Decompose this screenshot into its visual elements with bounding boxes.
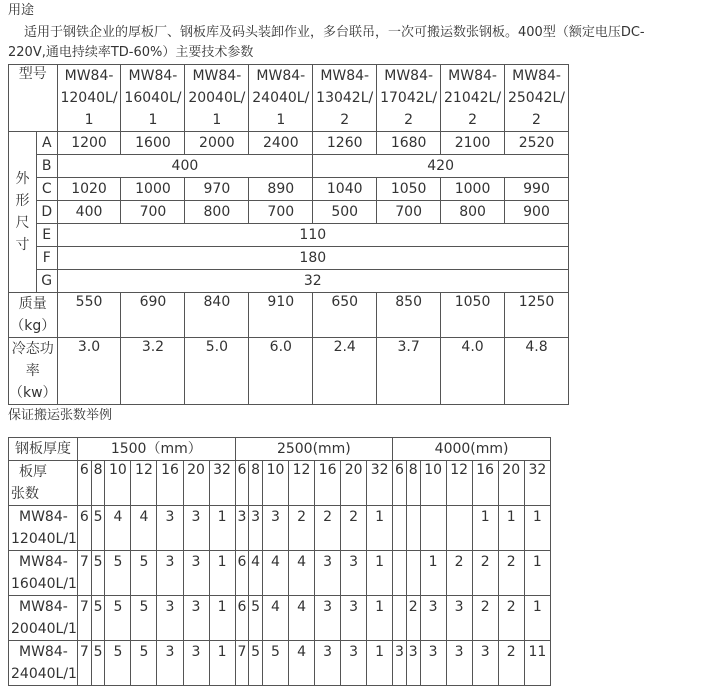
count-cell: 1 — [367, 641, 393, 686]
count-cell: 1 — [472, 506, 498, 551]
count-cell: 2 — [472, 551, 498, 596]
count-cell: 5 — [131, 641, 157, 686]
count-cell — [446, 506, 472, 551]
mass-label: 质量 （kg） — [9, 293, 58, 338]
value-cell: 400 — [57, 201, 121, 224]
count-cell: 4 — [289, 551, 315, 596]
dim-label: G — [36, 270, 57, 293]
count-cell: 11 — [524, 641, 550, 686]
count-cell: 2 — [472, 596, 498, 641]
count-cell: 4 — [289, 596, 315, 641]
power-label: 冷态功 率 （kw） — [9, 338, 58, 405]
value-cell: 2520 — [505, 132, 569, 155]
thickness-cell: 16 — [157, 461, 183, 506]
value-cell: 3.7 — [377, 338, 441, 405]
model-cell: MW84- 13042L/2 — [313, 65, 377, 132]
count-cell: 4 — [263, 596, 289, 641]
value-cell: 3.2 — [121, 338, 185, 405]
value-cell: 110 — [57, 224, 568, 247]
table-row — [9, 201, 569, 224]
count-cell: 3 — [157, 641, 183, 686]
value-cell: 1680 — [377, 132, 441, 155]
table-row — [9, 224, 569, 247]
count-cell: 1 — [209, 506, 235, 551]
value-cell: 1260 — [313, 132, 377, 155]
count-cell: 3 — [157, 596, 183, 641]
count-cell: 3 — [315, 596, 341, 641]
dim-label: C — [36, 178, 57, 201]
thickness-cell: 6 — [77, 461, 91, 506]
value-cell: 850 — [377, 293, 441, 338]
count-cell: 5 — [263, 641, 289, 686]
count-cell: 1 — [367, 506, 393, 551]
value-cell: 180 — [57, 247, 568, 270]
count-cell: 1 — [367, 596, 393, 641]
value-cell: 1020 — [57, 178, 121, 201]
table-row — [9, 551, 551, 596]
dim-label: F — [36, 247, 57, 270]
thickness-cell: 6 — [235, 461, 249, 506]
count-cell: 2 — [498, 641, 524, 686]
count-cell: 5 — [91, 551, 105, 596]
count-cell: 3 — [341, 641, 367, 686]
table-row — [9, 338, 569, 405]
thickness-cell: 8 — [91, 461, 105, 506]
count-cell: 1 — [420, 551, 446, 596]
table-row — [9, 155, 569, 178]
value-cell: 3.0 — [57, 338, 121, 405]
count-cell: 5 — [131, 551, 157, 596]
table-row — [9, 461, 551, 506]
thickness-cell: 12 — [446, 461, 472, 506]
value-cell: 1050 — [441, 293, 505, 338]
model-name: MW84- 24040L/1 — [9, 641, 78, 686]
count-cell — [393, 551, 407, 596]
value-cell: 400 — [57, 155, 313, 178]
value-cell: 1250 — [505, 293, 569, 338]
value-cell: 2400 — [249, 132, 313, 155]
count-cell: 5 — [91, 641, 105, 686]
count-cell: 3 — [235, 506, 249, 551]
count-cell: 2 — [315, 506, 341, 551]
count-cell: 3 — [446, 641, 472, 686]
count-cell: 6 — [77, 506, 91, 551]
table-row — [9, 270, 569, 293]
thickness-cell: 20 — [341, 461, 367, 506]
count-cell: 5 — [105, 551, 131, 596]
header-label: 型号 — [9, 65, 58, 132]
thickness-cell: 20 — [498, 461, 524, 506]
thickness-cell: 32 — [209, 461, 235, 506]
count-cell: 3 — [341, 551, 367, 596]
intro-line-1: 适用于钢铁企业的厚板厂、钢板库及码头装卸作业，多台联吊，一次可搬运数张钢板。400型（额定电压DC- — [24, 25, 645, 40]
group-header: 4000(mm) — [393, 438, 551, 461]
dim-label: E — [36, 224, 57, 247]
table-row — [9, 641, 551, 686]
thickness-cell: 12 — [131, 461, 157, 506]
thickness-cell: 32 — [524, 461, 550, 506]
value-cell: 700 — [249, 201, 313, 224]
count-cell: 2 — [498, 551, 524, 596]
count-cell: 3 — [183, 506, 209, 551]
model-cell: MW84- 17042L/2 — [377, 65, 441, 132]
value-cell: 700 — [377, 201, 441, 224]
dim-label: A — [36, 132, 57, 155]
value-cell: 700 — [121, 201, 185, 224]
value-cell: 32 — [57, 270, 568, 293]
count-cell: 3 — [157, 551, 183, 596]
count-cell: 1 — [367, 551, 393, 596]
value-cell: 1200 — [57, 132, 121, 155]
count-cell: 3 — [393, 641, 407, 686]
count-cell: 5 — [91, 506, 105, 551]
thickness-cell: 16 — [472, 461, 498, 506]
model-cell: MW84- 24040L/1 — [249, 65, 313, 132]
thickness-cell: 6 — [393, 461, 407, 506]
dim-label: B — [36, 155, 57, 178]
value-cell: 2.4 — [313, 338, 377, 405]
value-cell: 420 — [313, 155, 569, 178]
count-cell: 1 — [498, 506, 524, 551]
model-name: MW84- 20040L/1 — [9, 596, 78, 641]
count-cell: 3 — [420, 596, 446, 641]
model-name: MW84- 16040L/1 — [9, 551, 78, 596]
count-cell: 6 — [235, 551, 249, 596]
value-cell: 5.0 — [185, 338, 249, 405]
value-cell: 2100 — [441, 132, 505, 155]
value-cell: 890 — [249, 178, 313, 201]
count-cell: 1 — [524, 596, 550, 641]
thickness-cell: 32 — [367, 461, 393, 506]
count-cell: 2 — [289, 506, 315, 551]
intro-line-2: 220V,通电持续率TD-60%）主要技术参数 — [8, 45, 254, 60]
group-header: 2500(mm) — [235, 438, 393, 461]
value-cell: 910 — [249, 293, 313, 338]
count-cell: 1 — [209, 641, 235, 686]
thickness-cell: 8 — [249, 461, 263, 506]
count-cell: 3 — [406, 641, 420, 686]
count-cell: 7 — [77, 641, 91, 686]
value-cell: 970 — [185, 178, 249, 201]
count-cell: 1 — [524, 506, 550, 551]
model-cell: MW84- 20040L/1 — [185, 65, 249, 132]
model-cell: MW84- 16040L/1 — [121, 65, 185, 132]
count-cell: 2 — [406, 596, 420, 641]
value-cell: 1050 — [377, 178, 441, 201]
count-cell: 5 — [105, 641, 131, 686]
count-cell: 1 — [209, 596, 235, 641]
count-cell: 5 — [131, 596, 157, 641]
count-cell — [420, 506, 446, 551]
count-cell: 3 — [249, 506, 263, 551]
thickness-cell: 12 — [289, 461, 315, 506]
table-row — [9, 132, 569, 155]
count-cell: 3 — [183, 551, 209, 596]
value-cell: 650 — [313, 293, 377, 338]
table-row — [9, 65, 569, 132]
model-cell: MW84- 21042L/2 — [441, 65, 505, 132]
model-name: MW84- 12040L/1 — [9, 506, 78, 551]
value-cell: 1600 — [121, 132, 185, 155]
count-cell: 7 — [235, 641, 249, 686]
count-cell: 3 — [315, 641, 341, 686]
count-cell — [393, 596, 407, 641]
count-cell: 2 — [446, 551, 472, 596]
table-row — [9, 178, 569, 201]
value-cell: 4.8 — [505, 338, 569, 405]
thickness-cell: 10 — [105, 461, 131, 506]
value-cell: 1000 — [121, 178, 185, 201]
count-cell: 5 — [105, 596, 131, 641]
count-cell: 3 — [341, 596, 367, 641]
count-cell: 5 — [249, 641, 263, 686]
count-cell — [406, 506, 420, 551]
value-cell: 550 — [57, 293, 121, 338]
dim-label: D — [36, 201, 57, 224]
count-cell: 4 — [289, 641, 315, 686]
value-cell: 500 — [313, 201, 377, 224]
value-cell: 840 — [185, 293, 249, 338]
count-cell: 3 — [157, 506, 183, 551]
value-cell: 690 — [121, 293, 185, 338]
table-row — [9, 438, 551, 461]
count-cell: 3 — [183, 596, 209, 641]
thickness-cell: 8 — [406, 461, 420, 506]
count-cell: 7 — [77, 596, 91, 641]
count-cell: 4 — [131, 506, 157, 551]
table-caption: 保证搬运张数举例 — [8, 408, 113, 423]
count-cell: 4 — [249, 551, 263, 596]
section-heading: 用途 — [8, 3, 35, 18]
value-cell: 900 — [505, 201, 569, 224]
count-cell — [406, 551, 420, 596]
group-header: 1500（mm） — [77, 438, 235, 461]
value-cell: 4.0 — [441, 338, 505, 405]
model-cell: MW84- 12040L/1 — [57, 65, 121, 132]
count-table — [8, 437, 551, 686]
thickness-cell: 20 — [183, 461, 209, 506]
spec-table — [8, 64, 569, 405]
value-cell: 800 — [441, 201, 505, 224]
table-row — [9, 596, 551, 641]
value-cell: 2000 — [185, 132, 249, 155]
count-cell: 2 — [341, 506, 367, 551]
thickness-cell: 16 — [315, 461, 341, 506]
value-cell: 1040 — [313, 178, 377, 201]
count-cell: 2 — [498, 596, 524, 641]
count-cell: 3 — [315, 551, 341, 596]
value-cell: 6.0 — [249, 338, 313, 405]
thickness-cell: 10 — [263, 461, 289, 506]
table-row — [9, 293, 569, 338]
count-cell: 5 — [249, 596, 263, 641]
count-cell: 4 — [263, 551, 289, 596]
value-cell: 800 — [185, 201, 249, 224]
count-cell: 1 — [209, 551, 235, 596]
count-cell: 1 — [524, 551, 550, 596]
sub-label: 板厚 张数 — [9, 461, 78, 506]
count-cell: 7 — [77, 551, 91, 596]
table-row — [9, 506, 551, 551]
value-cell: 1000 — [441, 178, 505, 201]
table-row — [9, 247, 569, 270]
model-cell: MW84- 25042L/2 — [505, 65, 569, 132]
thickness-label: 钢板厚度 — [9, 438, 78, 461]
count-cell: 3 — [183, 641, 209, 686]
count-cell — [393, 506, 407, 551]
count-cell: 5 — [91, 596, 105, 641]
count-cell: 6 — [235, 596, 249, 641]
count-cell: 4 — [105, 506, 131, 551]
count-cell: 3 — [263, 506, 289, 551]
count-cell: 3 — [420, 641, 446, 686]
count-cell: 3 — [472, 641, 498, 686]
count-cell: 3 — [446, 596, 472, 641]
thickness-cell: 10 — [420, 461, 446, 506]
value-cell: 990 — [505, 178, 569, 201]
dim-category: 外 形 尺 寸 — [9, 132, 37, 293]
